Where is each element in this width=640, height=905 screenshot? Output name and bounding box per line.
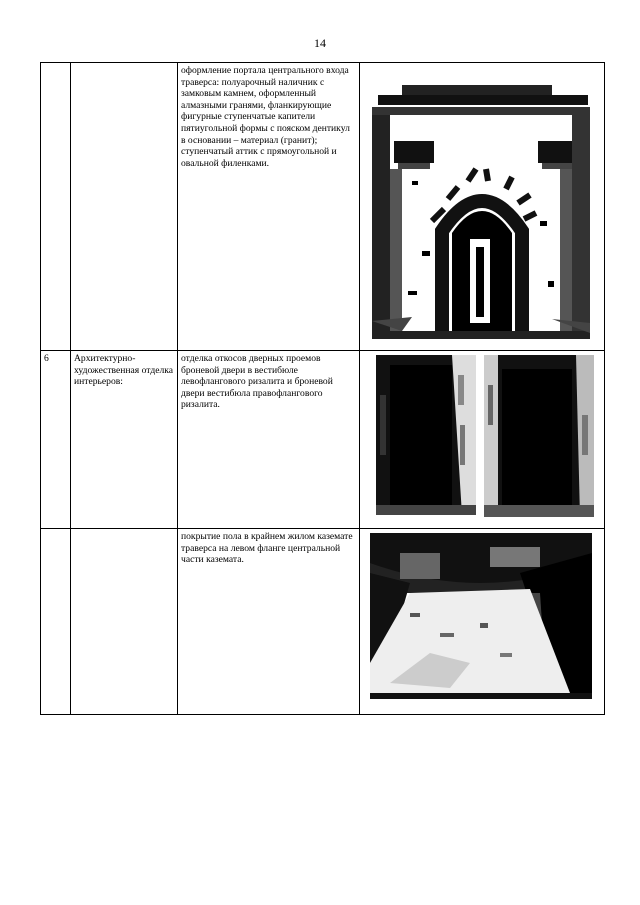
heritage-elements-table [40,62,605,715]
row-number-cell [41,63,71,351]
row-number-cell: 6 [41,351,71,529]
table-row [41,63,605,351]
category-cell: Архитектурно-художественная отделка интерьеров: [71,351,178,529]
page-number: 14 [314,36,326,50]
description-cell: отделка откосов дверных проемов броневой двери в вестибюле левофлангового ризалита и броневой двери вестибюла правофлангового ризалита. [178,351,360,529]
category-cell [71,529,178,715]
portal-arch-photo [360,63,604,350]
row-number-cell [41,529,71,715]
description-cell: оформление портала центрального входа траверса: полуарочный наличник с замковым камнем, оформленный алмазными гранями, фланкирующие фигурные ступенчатые капители пятиугольной формы с пояском дентикул в основании – материал (гранит); ступенчатый аттик с прямоугольной и овальной филенками. [178,63,360,351]
photo-cell [360,529,605,715]
door-reveals-photo [360,351,604,528]
photo-cell [360,351,605,529]
table-row [41,529,605,715]
description-cell: покрытие пола в крайнем жилом каземате траверса на левом фланге центральной части каземата. [178,529,360,715]
table-row [41,351,605,529]
category-cell [71,63,178,351]
photo-cell [360,63,605,351]
casemate-floor-photo [360,529,604,714]
